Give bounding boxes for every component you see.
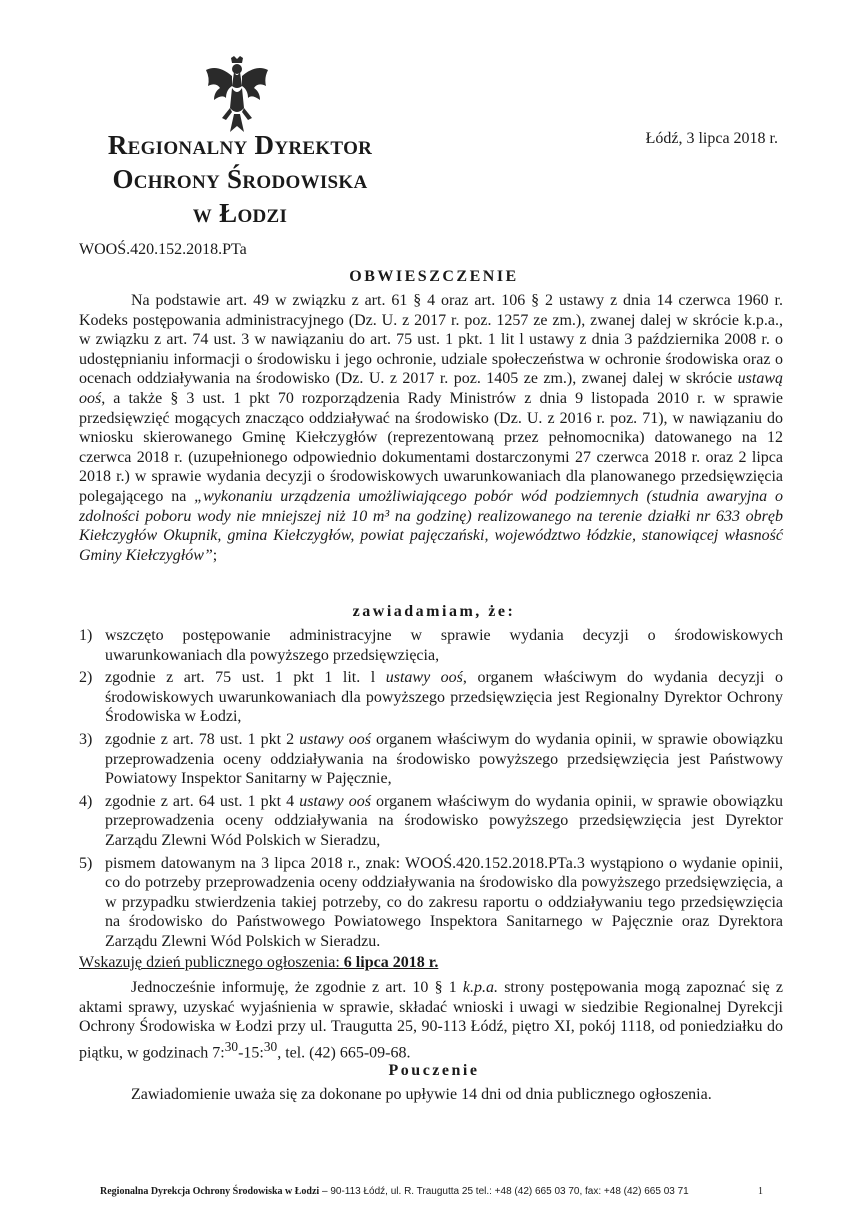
instruction-heading: Pouczenie [388, 1062, 480, 1079]
list-item-text: zgodnie z art. 64 ust. 1 pkt 4 [105, 792, 300, 810]
footer-org: Regionalna Dyrekcja Ochrony Środowiska w Łodzi [100, 1186, 320, 1197]
info-sup-1: 30 [224, 1038, 239, 1054]
list-item [79, 730, 783, 789]
list-item [79, 668, 783, 727]
info-paragraph [79, 978, 783, 1063]
authority-name [60, 128, 420, 230]
info-text-3: -15: [238, 1044, 264, 1062]
instruction-text: Zawiadomienie uważa się za dokonane po upływie 14 dni od dnia publicznego ogłoszenia. [131, 1086, 712, 1103]
list-item-text-end: organem właściwym do wydania opinii, w sprawie obowiązku przeprowadzenia oceny oddziaływania na środowisko powyższego przedsięwzięcia jest Państwowy Powiatowy Inspektor Sanitarny w Pajęcznie, [105, 730, 784, 788]
publication-label: Wskazuję dzień publicznego ogłoszenia: [79, 954, 344, 971]
intro-italic-2: „wykonaniu urządzenia umożliwiającego pobór wód podziemnych (studnia awaryjna o zdolności poboru wody nie mniejszej niż 10 m³ na godzinę) realizowanego na terenie działki nr 633 obręb Kiełczygłów Okupnik, gmina Kiełczygłów, powiat pajęczański, województwo łódzkie, stanowiącej własność Gminy Kiełczygłów” [79, 487, 784, 564]
list-item-number: 1) [79, 627, 93, 644]
intro-italic-1: ustawą ooś [79, 370, 783, 407]
list-item-text: zgodnie z art. 78 ust. 1 pkt 2 [105, 730, 300, 748]
info-italic: k.p.a. [462, 979, 499, 996]
intro-paragraph [79, 291, 783, 565]
list-item-text: zgodnie z art. 75 ust. 1 pkt 1 lit. l [105, 669, 386, 687]
info-text-1: Jednocześnie informuję, że zgodnie z art. 10 § 1 [131, 979, 463, 996]
notify-heading: zawiadamiam, że: [352, 603, 516, 620]
reference-number: WOOŚ.420.152.2018.PTa [79, 241, 247, 258]
list-item-number: 5) [79, 854, 93, 872]
authority-line-3: w Łodzi [192, 198, 288, 228]
page-number: 1 [758, 1186, 763, 1197]
list-item-text: wszczęto postępowanie administracyjne w sprawie wydania decyzji o środowiskowych uwarunkowaniach dla powyższego przedsięwzięcia, [105, 627, 783, 664]
info-text-4: , tel. (42) 665-09-68. [277, 1044, 411, 1062]
list-item-text-end: organem właściwym do wydania opinii, w sprawie obowiązku przeprowadzenia oceny oddziaływania na środowisko powyższego przedsięwzięcia jest Dyrektor Zarządu Zlewni Wód Polskich w Sieradzu, [105, 792, 784, 849]
list-item-text: pismem datowanym na 3 lipca 2018 r., znak: WOOŚ.420.152.2018.PTa.3 wystąpiono o wydanie opinii, co do potrzeby przeprowadzenia oceny oddziaływania na środowisko dla powyższego przedsięwzięcia, a w przypadku stwierdzenia takiej potrzeby, co do zakresu raportu o oddziaływaniu tego przedsięwzięcia na środowisko do Państwowego Powiatowego Inspektora Sanitarnego w Pajęcznie oraz Dyrektora Zarządu Zlewni Wód Polskich w Sieradzu. [105, 854, 783, 950]
eagle-emblem-icon [204, 56, 270, 134]
intro-text-3: ; [212, 546, 218, 564]
list-item-number: 2) [79, 669, 93, 687]
document-title: OBWIESZCZENIE [349, 268, 519, 285]
footer-address [100, 1186, 689, 1197]
info-text-2: strony postępowania mogą zapoznać się z aktami sprawy, uzyskać wyjaśnienia w sprawie, składać wnioski i uwagi w siedzibie Regionalnej Dyrekcji Ochrony Środowiska w Łodzi przy ul. Traugutta 25, 90-113 Łódź, piętro XI, pokój 1118, od poniedziałku do piątku, w godzinach 7: [79, 979, 784, 1062]
list-item-italic: ustawy ooś [385, 669, 463, 687]
list-item-number: 4) [79, 792, 93, 810]
authority-line-1: Regionalny Dyrektor [107, 130, 373, 160]
list-item-italic: ustawy ooś [299, 730, 371, 748]
list-item-italic: ustawy ooś [299, 792, 371, 810]
list-item-text-end: , organem właściwym do wydania decyzji o środowiskowych uwarunkowaniach dla powyższego przedsięwzięcia jest Regionalny Dyrektor Ochrony Środowiska w Łodzi, [105, 669, 783, 726]
footer-contact: – 90-113 Łódź, ul. R. Traugutta 25 tel.: +48 (42) 665 03 70, fax: +48 (42) 665 03 71 [319, 1186, 689, 1197]
authority-line-2: Ochrony Środowiska [112, 164, 368, 194]
publication-date: 6 lipca 2018 r. [343, 954, 439, 971]
list-item [79, 854, 783, 952]
list-item-number: 3) [79, 730, 93, 748]
list-item [79, 626, 783, 665]
city-date: Łódź, 3 lipca 2018 r. [645, 130, 778, 147]
info-sup-2: 30 [263, 1038, 278, 1054]
intro-text-1: Na podstawie art. 49 w związku z art. 61 § 4 oraz art. 106 § 2 ustawy z dnia 14 czerwca 1960 r. Kodeks postępowania administracyjnego (Dz. U. z 2017 r. poz. 1257 ze zm.), zwanej dalej w skrócie k.p.a., w związku z art. 74 ust. 3 w nawiązaniu do art. 75 ust. 1 pkt. 1 lit l ustawy z dnia 3 października 2008 r. o udostępnianiu informacji o środowisku i jego ochronie, udziale społeczeństwa w ochronie środowiska oraz o ocenach oddziaływania na środowisko (Dz. U. z 2017 r. poz. 1405 ze zm.), zwanej dalej w skrócie [79, 292, 783, 388]
publication-date-line [79, 954, 438, 972]
list-item [79, 792, 783, 851]
notice-list [79, 626, 783, 955]
intro-text-2: , a także § 3 ust. 1 pkt 70 rozporządzenia Rady Ministrów z dnia 9 listopada 2010 r. w sprawie przedsięwzięć mogących znacząco oddziaływać na środowisko (Dz. U. z 2016 r. poz. 71), w nawiązaniu do wniosku skierowanego Gminę Kiełczygłów (reprezentowaną przez pełnomocnika) datowanego na 12 czerwca 2018 r. (uzupełnionego odpowiednio dokumentami dostarczonymi 27 czerwca 2018 r. oraz 2 lipca 2018 r.) w sprawie wydania decyzji o środowiskowych uwarunkowaniach dla planowanego przedsięwzięcia polegającego na [79, 389, 783, 505]
